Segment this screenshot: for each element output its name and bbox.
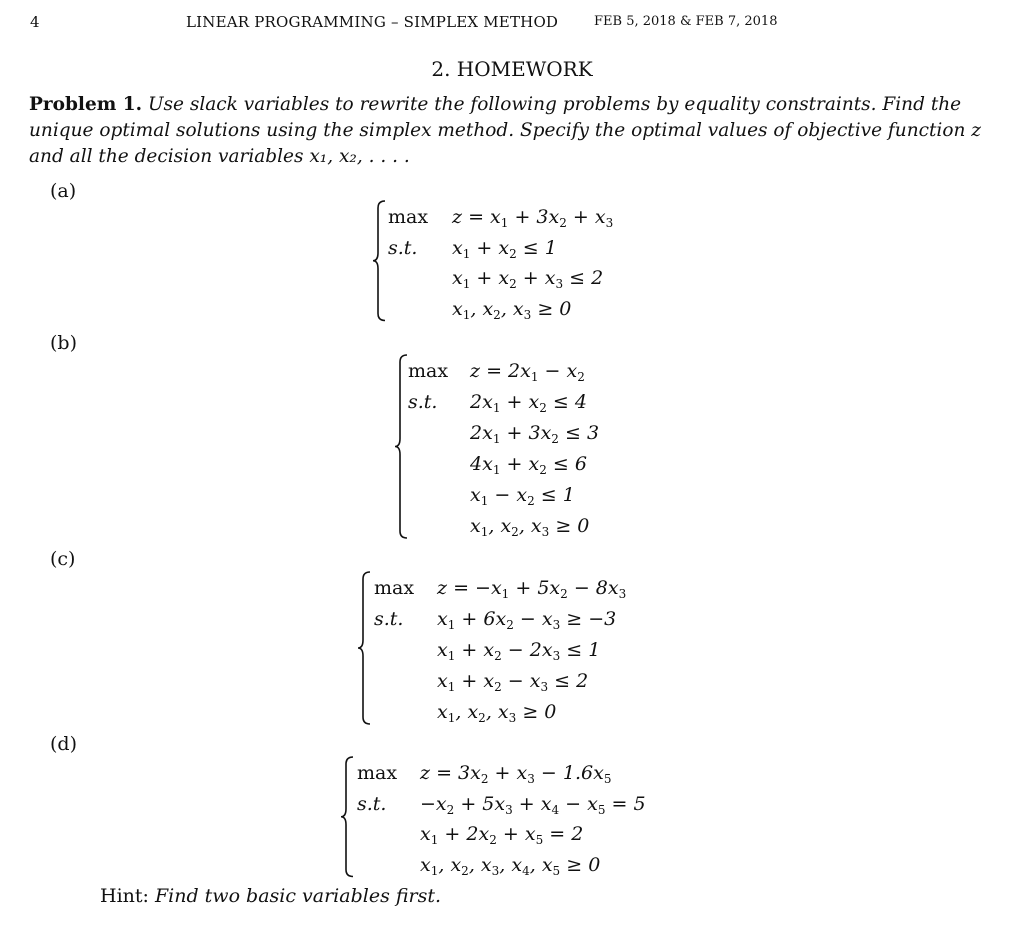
constraint: $-x_2 + 5x_3 + x_4 - x_5 = 5$ [420, 792, 646, 817]
constraint: $x_1 + x_2 - 2x_3 \le 1$ [437, 639, 601, 663]
constraint: $x_1$, $x_2$, $x_3 \ge 0$ [452, 297, 572, 322]
constraint: $x_1 + 6x_2 - x_3 \ge -3$ [437, 608, 617, 632]
running-title: LINEAR PROGRAMMING – SIMPLEX METHOD [186, 13, 559, 31]
part-label-a: (a) [50, 180, 77, 202]
constraint: $x_1$, $x_2$, $x_3 \ge 0$ [437, 701, 557, 725]
running-dates: FEB 5, 2018 & FEB 7, 2018 [594, 14, 778, 29]
part-label-d: (d) [50, 733, 77, 755]
part-label-c: (c) [50, 548, 76, 570]
objective-keyword: max [408, 360, 449, 382]
problem-statement [29, 92, 989, 170]
page-number: 4 [30, 13, 40, 31]
left-brace [341, 756, 357, 878]
part-label-b: (b) [50, 332, 77, 354]
subject-to-keyword: s.t. [408, 391, 438, 413]
constraint: $x_1 + x_2 - x_3 \le 2$ [437, 670, 589, 694]
constraint: $2x_1 + x_2 \le 4$ [470, 391, 587, 415]
subject-to-keyword: s.t. [388, 236, 418, 259]
hint-label: Hint: [100, 885, 149, 907]
constraint: $x_1 + x_2 + x_3 \le 2$ [452, 267, 604, 291]
left-brace [358, 571, 374, 725]
section-title: 2. HOMEWORK [431, 57, 593, 81]
subject-to-keyword: s.t. [357, 792, 387, 815]
constraint: $x_1 - x_2 \le 1$ [470, 484, 575, 508]
objective-keyword: max [388, 206, 429, 228]
left-brace [373, 200, 389, 322]
hint-text: Find two basic variables first. [154, 885, 442, 907]
subject-to-keyword: s.t. [374, 608, 404, 630]
constraint: $x_1 + 2x_2 + x_5 = 2$ [420, 823, 584, 847]
constraint: $x_1 + x_2 \le 1$ [452, 236, 557, 261]
objective-function: $z = x_1 + 3x_2 + x_3$ [452, 206, 614, 230]
constraint: $2x_1 + 3x_2 \le 3$ [470, 422, 600, 446]
problem-text: Use slack variables to rewrite the following problems by equality constraints. Find the unique optimal solutions using the simplex method. Specify the optimal values of objective function z and all the decision variables x₁, x₂, . . . . [29, 94, 982, 167]
hint [100, 885, 441, 907]
constraint: $x_1$, $x_2$, $x_3$, $x_4$, $x_5 \ge 0$ [420, 853, 601, 878]
constraint: $x_1$, $x_2$, $x_3 \ge 0$ [470, 515, 590, 539]
objective-function: $z = 2x_1 - x_2$ [470, 360, 585, 384]
objective-function: $z = -x_1 + 5x_2 - 8x_3$ [437, 577, 627, 601]
constraint: $4x_1 + x_2 \le 6$ [470, 453, 587, 477]
objective-function: $z = 3x_2 + x_3 - 1.6x_5$ [420, 762, 612, 786]
objective-keyword: max [374, 577, 415, 599]
problem-label: Problem 1. [29, 94, 143, 115]
objective-keyword: max [357, 762, 398, 784]
